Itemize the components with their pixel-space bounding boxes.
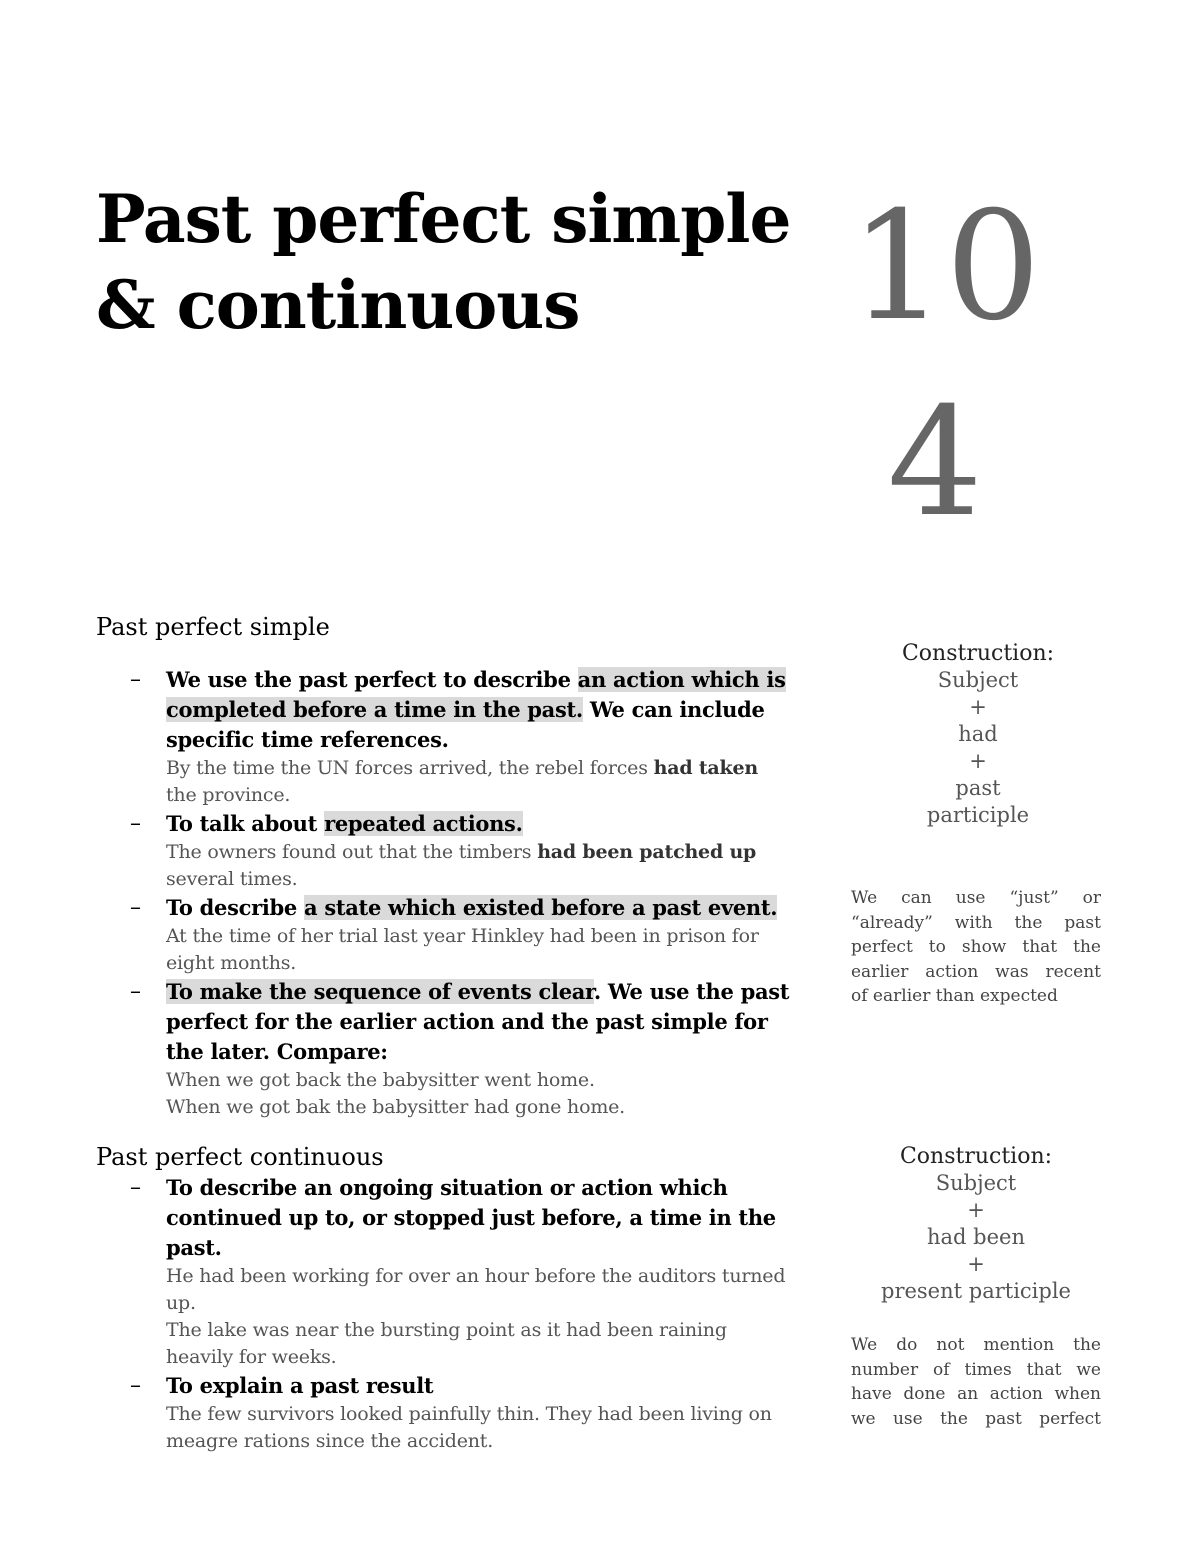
construction-box-simple	[853, 640, 1103, 829]
note-line: of earlier than expected	[851, 986, 1058, 1006]
example-sentence: He had been working for over an hour before the auditors turned up.	[166, 1265, 786, 1314]
construction-part: had been	[927, 1225, 1025, 1249]
construction-part: Subject	[937, 668, 1019, 692]
highlighted-phrase: repeated actions.	[324, 811, 523, 836]
highlighted-phrase: a state which existed before a past event.	[304, 895, 778, 920]
title-line-1: Past perfect simple	[96, 180, 791, 258]
example-sentence: By the time the UN forces arrived, the rebel forces had taken the province.	[166, 757, 758, 806]
note-just-already	[851, 886, 1101, 1009]
construction-part: +	[969, 749, 987, 773]
list-item	[130, 809, 790, 893]
construction-part: present participle	[881, 1279, 1071, 1303]
list-item	[130, 1173, 790, 1371]
construction-box-continuous	[851, 1143, 1101, 1305]
past-perfect-continuous-list	[130, 1173, 790, 1455]
construction-part: past	[955, 776, 1001, 800]
highlighted-phrase: To make the sequence of events clear	[166, 979, 594, 1004]
highlighted-phrase: an action which is completed before a time in the past.	[166, 667, 786, 722]
rule-text: To describe an ongoing situation or action which continued up to, or stopped just before, a time in the past.	[166, 1175, 776, 1260]
example-sentence: The few survivors looked painfully thin. They had been living on meagre rations since the accident.	[166, 1403, 772, 1452]
dash-bullet: –	[130, 895, 141, 920]
list-item	[130, 977, 790, 1121]
construction-part: had	[958, 722, 998, 746]
rule-text: To describe a state which existed before a past event.	[166, 895, 778, 920]
dash-bullet: –	[130, 1175, 141, 1200]
construction-caption: Construction:	[901, 641, 1055, 666]
note-line: “already” with the past	[851, 912, 1101, 933]
construction-part: Subject	[935, 1171, 1017, 1195]
rule-text: To make the sequence of events clear. We use the past perfect for the earlier action and the past simple for the later. Compare:	[166, 979, 790, 1064]
note-line: perfect to show that the	[851, 937, 1101, 957]
construction-caption: Construction:	[899, 1144, 1053, 1169]
section-heading-past-perfect-simple: Past perfect simple	[96, 613, 330, 641]
rule-text: We use the past perfect to describe an action which is completed before a time in the past. We can include specific time references.	[166, 667, 786, 752]
example-sentence: When we got bak the babysitter had gone home.	[166, 1096, 626, 1118]
note-number-of-times	[851, 1333, 1101, 1431]
past-perfect-simple-list	[130, 665, 790, 1121]
note-line: earlier action was recent	[851, 961, 1101, 982]
dash-bullet: –	[130, 667, 141, 692]
example-sentence: The lake was near the bursting point as it had been raining heavily for weeks.	[166, 1319, 727, 1368]
note-line: number of times that we	[851, 1359, 1101, 1380]
note-line: have done an action when	[851, 1384, 1101, 1404]
list-item	[130, 1371, 790, 1455]
chapter-number-bottom: 4	[887, 376, 983, 550]
section-heading-past-perfect-continuous: Past perfect continuous	[96, 1143, 384, 1171]
rule-text: To explain a past result	[166, 1373, 434, 1398]
page-title	[96, 176, 790, 348]
note-line: We can use “just” or	[851, 888, 1101, 908]
example-sentence: When we got back the babysitter went home.	[166, 1069, 595, 1091]
title-line-2: & continuous	[96, 266, 580, 344]
construction-part: +	[967, 1252, 985, 1276]
dash-bullet: –	[130, 1373, 141, 1398]
example-sentence: At the time of her trial last year Hinkley had been in prison for eight months.	[166, 925, 759, 974]
construction-part: +	[969, 695, 987, 719]
construction-part: participle	[926, 803, 1030, 827]
dash-bullet: –	[130, 979, 141, 1004]
list-item	[130, 893, 790, 977]
dash-bullet: –	[130, 811, 141, 836]
rule-text: To talk about repeated actions.	[166, 811, 523, 836]
note-line: We do not mention the	[851, 1335, 1101, 1355]
construction-part: +	[967, 1198, 985, 1222]
chapter-number-top: 10	[850, 180, 1041, 354]
list-item	[130, 665, 790, 809]
note-line: we use the past perfect	[851, 1408, 1101, 1429]
example-sentence: The owners found out that the timbers had been patched up several times.	[166, 841, 757, 890]
